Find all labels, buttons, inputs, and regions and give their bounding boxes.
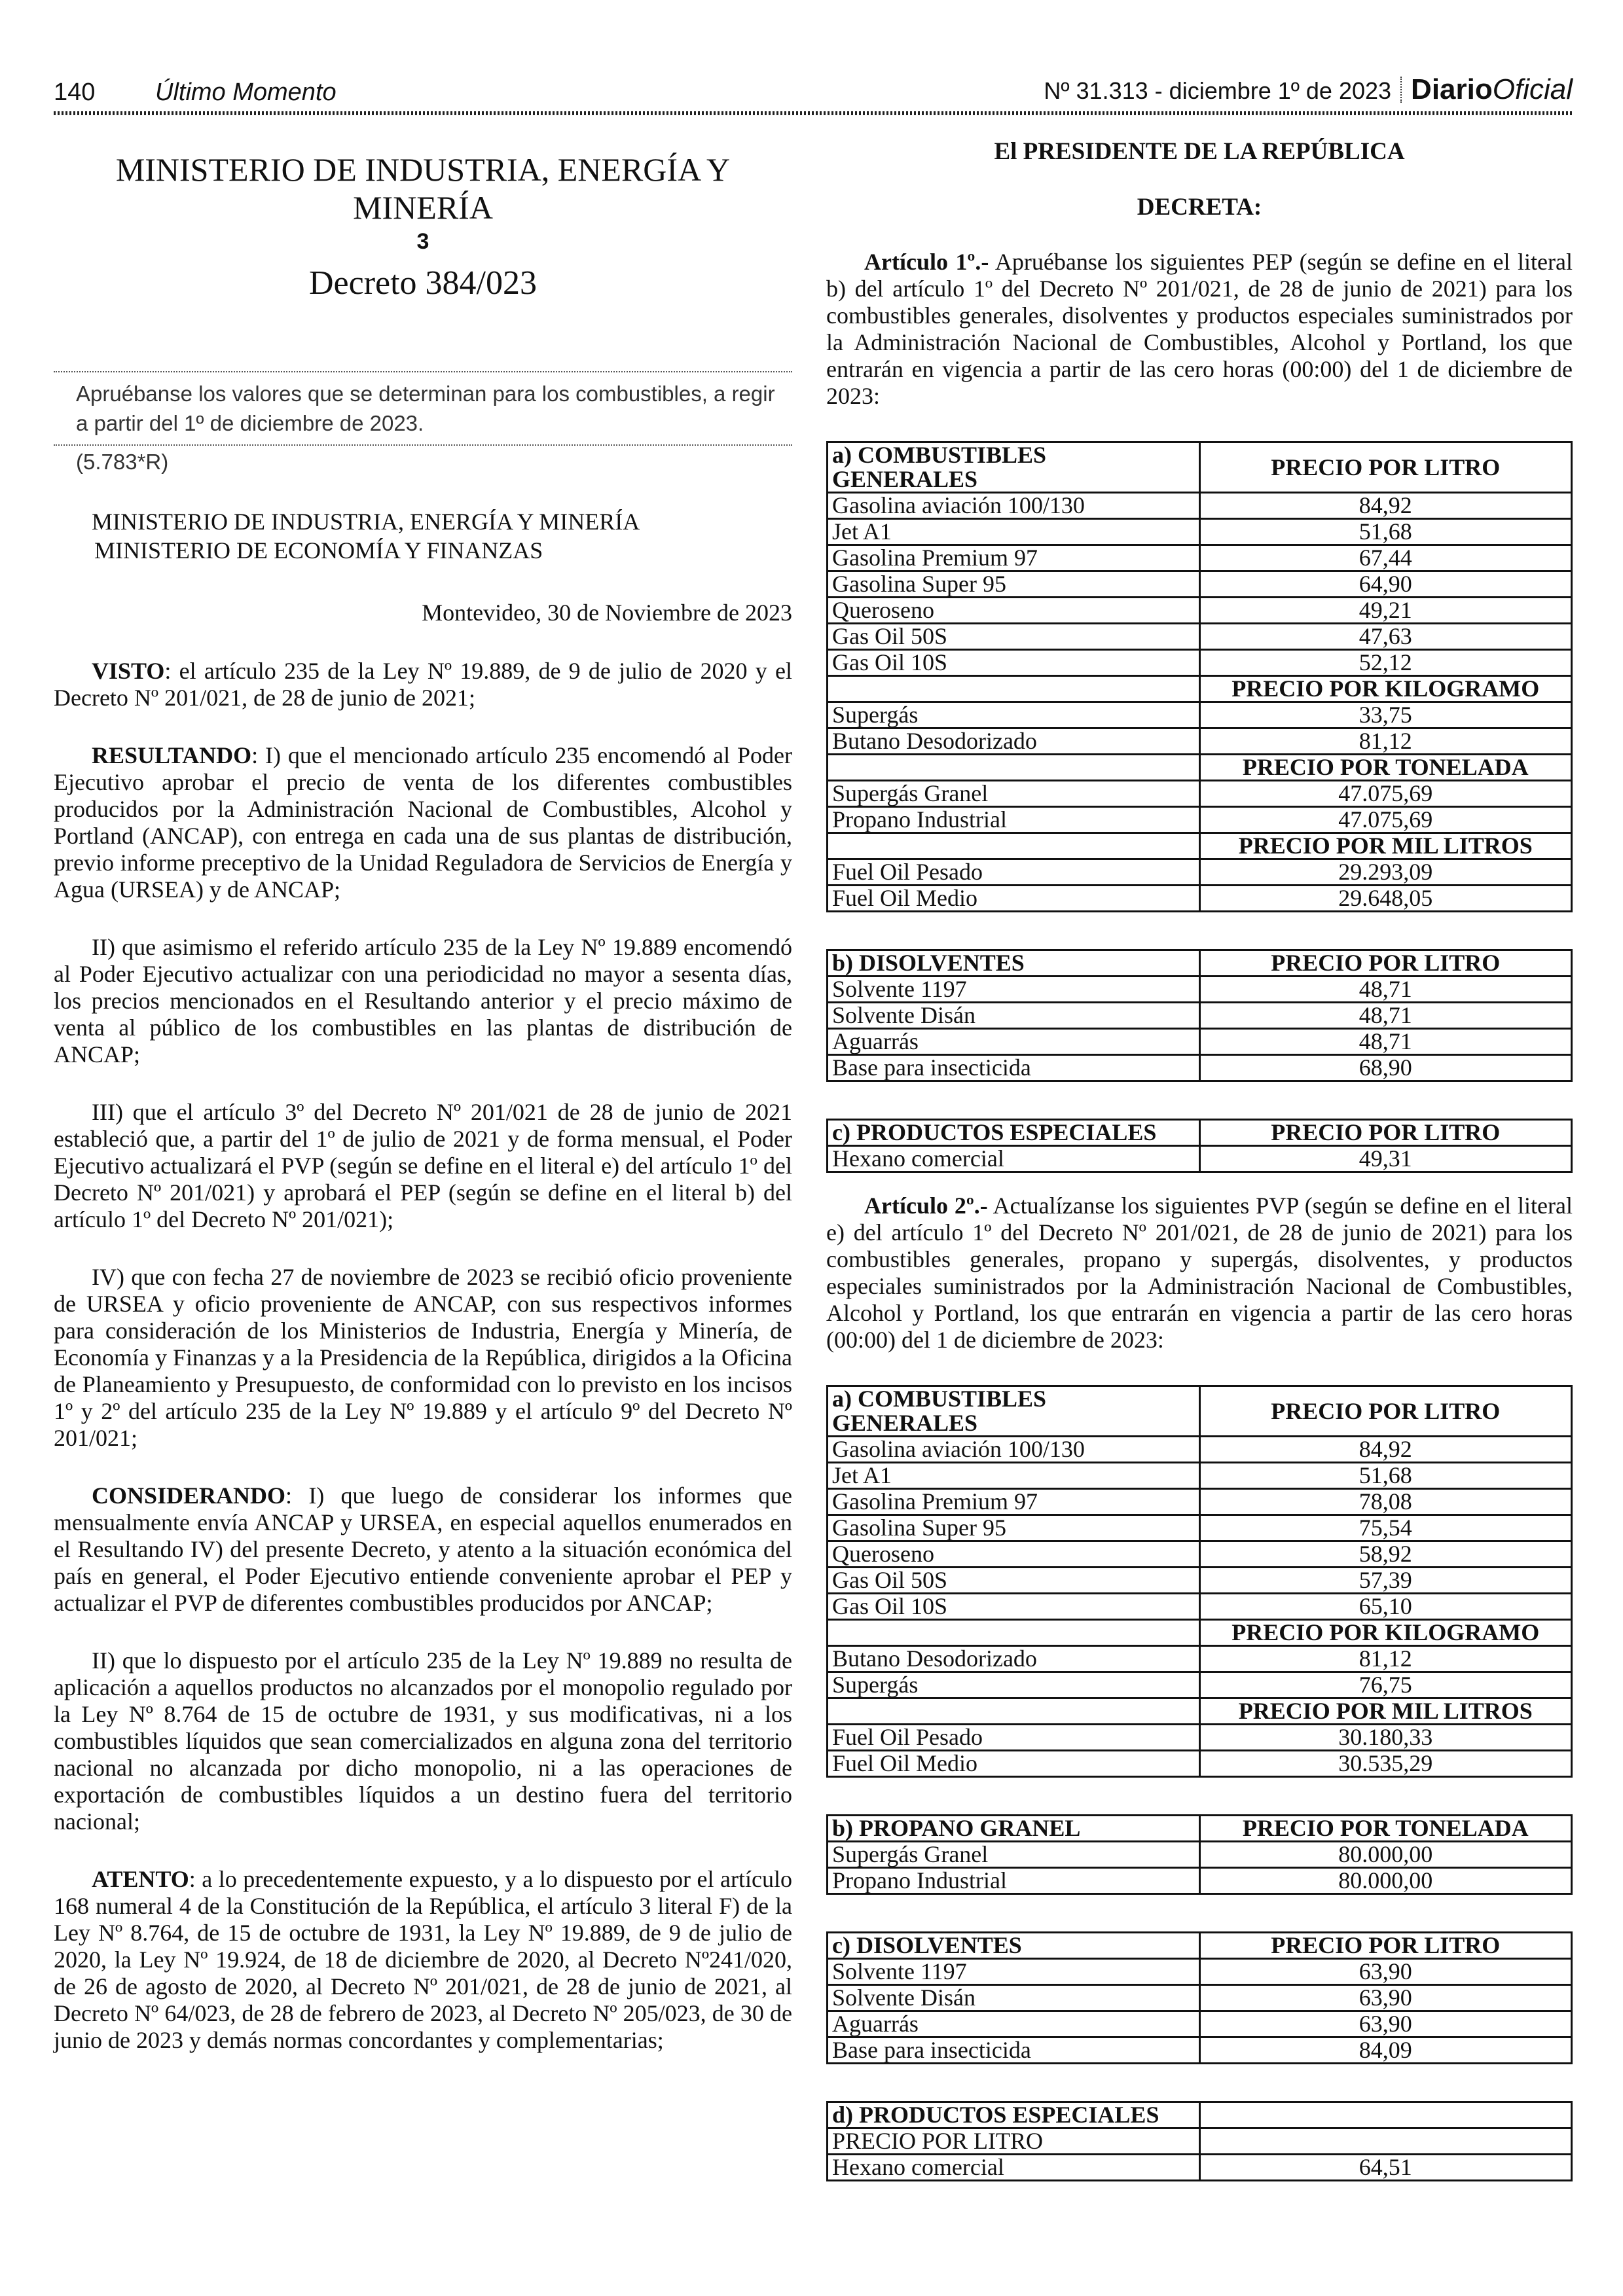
table-header-row <box>828 1386 1572 1437</box>
price-value: 78,08 <box>1199 1489 1572 1515</box>
decree-title: Decreto 384/023 <box>308 264 537 302</box>
recital-text: : I) que el mencionado artículo 235 encomendó al Poder Ejecutivo aprobar el precio de venta de los diferentes combustibles producidos por la Administración Nacional de Combustibles, Alcohol y Portland (ANCAP), con entrega en cada una de sus plantas de distribución, previo informe preceptivo de la Unidad Reguladora de Servicios de Energía y Agua (URSEA) y de ANCAP; <box>54 742 792 903</box>
article-1-text: Apruébanse los siguientes PEP (según se define en el literal b) del artículo 1º del Decreto Nº 201/021, de 28 de junio de 2021) para los combustibles generales, disolventes y productos especiales suministrados por la Administración Nacional de Combustibles, Alcohol y Portland, los que entrarán en vigencia a partir de las cero horas (00:00) del 1 de diciembre de 2023: <box>826 249 1573 409</box>
table-row <box>828 1959 1572 1985</box>
president-heading: El PRESIDENTE DE LA REPÚBLICA <box>994 138 1405 165</box>
table-row <box>828 571 1572 598</box>
price-value: 84,09 <box>1199 2037 1572 2064</box>
product-name: Gasolina Premium 97 <box>828 545 1200 571</box>
product-name: Supergás Granel <box>828 1842 1200 1868</box>
price-value: 81,12 <box>1199 728 1572 755</box>
issue-info <box>1044 73 1573 106</box>
left-column <box>54 151 792 2054</box>
table-row <box>828 1055 1572 1081</box>
recital-paragraph <box>54 658 792 711</box>
table-row <box>828 807 1572 833</box>
price-unit-header: PRECIO POR KILOGRAMO <box>1199 676 1572 702</box>
category-label <box>828 833 1200 859</box>
price-value: 48,71 <box>1199 1003 1572 1029</box>
article-1-price-tables <box>826 441 1573 1173</box>
table-row <box>828 702 1572 728</box>
price-value: 63,90 <box>1199 2011 1572 2037</box>
product-name: PRECIO POR LITRO <box>828 2128 1200 2155</box>
recital-text: : I) que luego de considerar los informes que mensualmente envía ANCAP y URSEA, en especial aquellos enumerados en el Resultando IV) del presente Decreto, y atento a la situación económica del país en general, el Poder Ejecutivo entiende conveniente aprobar el PEP y actualizar el PVP de diferentes combustibles producidos por ANCAP; <box>54 1482 792 1616</box>
price-value: 33,75 <box>1199 702 1572 728</box>
price-value: 58,92 <box>1199 1541 1572 1568</box>
price-unit-header: PRECIO POR LITRO <box>1199 1386 1572 1437</box>
price-table <box>826 1814 1573 1895</box>
table-row <box>828 545 1572 571</box>
price-value: 64,51 <box>1199 2155 1572 2181</box>
category-label: a) COMBUSTIBLES GENERALES <box>828 442 1200 493</box>
price-unit-header: PRECIO POR MIL LITROS <box>1199 833 1572 859</box>
recital-paragraph <box>54 1264 792 1452</box>
price-value <box>1199 2128 1572 2155</box>
table-row <box>828 859 1572 886</box>
price-unit-header: PRECIO POR LITRO <box>1199 950 1572 977</box>
recital-paragraph <box>54 1099 792 1233</box>
price-value: 48,71 <box>1199 977 1572 1003</box>
price-unit-header: PRECIO POR LITRO <box>1199 442 1572 493</box>
recital-text: III) que el artículo 3º del Decreto Nº 201/021 de 28 de junio de 2021 estableció que, a partir del 1º de julio de 2021 y de forma mensual, el Poder Ejecutivo actualizará el PVP (según se define en el literal e) del artículo 1º del Decreto Nº 201/021) y aprobará el PEP (según se define en el literal b) del artículo 1º del Decreto Nº 201/021); <box>54 1099 792 1232</box>
issue-number-date: Nº 31.313 - diciembre 1º de 2023 <box>1044 77 1392 104</box>
product-name: Solvente Disán <box>828 1985 1200 2011</box>
signing-ministries <box>54 507 792 565</box>
price-value: 30.535,29 <box>1199 1751 1572 1777</box>
table-row <box>828 1646 1572 1672</box>
price-unit-header <box>1199 2102 1572 2128</box>
table-row <box>828 1568 1572 1594</box>
category-label: a) COMBUSTIBLES GENERALES <box>828 1386 1200 1437</box>
product-name: Aguarrás <box>828 2011 1200 2037</box>
table-row <box>828 886 1572 912</box>
ministry-title: MINISTERIO DE INDUSTRIA, ENERGÍA Y MINERÍA <box>115 151 731 226</box>
table-row <box>828 1868 1572 1894</box>
product-name: Queroseno <box>828 598 1200 624</box>
product-name: Gas Oil 50S <box>828 624 1200 650</box>
table-row <box>828 1489 1572 1515</box>
product-name: Solvente Disán <box>828 1003 1200 1029</box>
page-number: 140 <box>54 79 96 106</box>
product-name: Jet A1 <box>828 519 1200 545</box>
brand-italic: Oficial <box>1492 73 1573 105</box>
table-header-row <box>828 950 1572 977</box>
article-1 <box>826 249 1573 410</box>
product-name: Solvente 1197 <box>828 977 1200 1003</box>
article-2 <box>826 1193 1573 1354</box>
ministry-line: MINISTERIO DE ECONOMÍA Y FINANZAS <box>94 537 543 564</box>
price-table <box>826 441 1573 912</box>
price-value: 67,44 <box>1199 545 1572 571</box>
table-header-row <box>828 676 1572 702</box>
price-table <box>826 1119 1573 1173</box>
recital-paragraph <box>54 742 792 903</box>
ministry-number: 3 <box>416 229 429 254</box>
price-value: 52,12 <box>1199 650 1572 676</box>
recital-paragraph <box>54 1866 792 2054</box>
price-value: 48,71 <box>1199 1029 1572 1055</box>
category-label <box>828 676 1200 702</box>
table-row <box>828 1594 1572 1620</box>
table-row <box>828 2155 1572 2181</box>
product-name: Gas Oil 10S <box>828 1594 1200 1620</box>
price-value: 47.075,69 <box>1199 781 1572 807</box>
product-name: Propano Industrial <box>828 1868 1200 1894</box>
product-name: Fuel Oil Medio <box>828 886 1200 912</box>
table-header-row <box>828 1816 1572 1842</box>
product-name: Propano Industrial <box>828 807 1200 833</box>
table-header-row <box>828 442 1572 493</box>
price-value: 29.648,05 <box>1199 886 1572 912</box>
product-name: Gas Oil 10S <box>828 650 1200 676</box>
recital-text: IV) que con fecha 27 de noviembre de 2023 se recibió oficio proveniente de URSEA y oficio proveniente de ANCAP, con sus respectivos informes para consideración de los Ministerios de Industria, Energía y Minería, de Economía y Finanzas y a la Presidencia de la República, dirigidos a la Oficina de Planeamiento y Presupuesto, de conformidad con lo previsto en los incisos 1º y 2º del artículo 235 de la Ley Nº 19.889 y el artículo 9º del Decreto Nº 201/021; <box>54 1264 792 1451</box>
price-value: 49,31 <box>1199 1146 1572 1172</box>
table-row <box>828 598 1572 624</box>
price-value: 76,75 <box>1199 1672 1572 1698</box>
recital-lead: VISTO <box>92 658 165 684</box>
product-name: Gasolina Super 95 <box>828 571 1200 598</box>
table-row <box>828 1437 1572 1463</box>
product-name: Hexano comercial <box>828 1146 1200 1172</box>
ministry-line: MINISTERIO DE INDUSTRIA, ENERGÍA Y MINERÍA <box>92 509 640 535</box>
table-row <box>828 1146 1572 1172</box>
price-unit-header: PRECIO POR MIL LITROS <box>1199 1698 1572 1725</box>
recital-text: : a lo precedentemente expuesto, y a lo dispuesto por el artículo 168 numeral 4 de la Constitución de la República, el artículo 3 literal F) de la Ley Nº 8.764, de 15 de octubre de 1931, la Ley Nº 19.889, de 9 de julio de 2020, la Ley Nº 19.924, de 18 de diciembre de 2020, al Decreto Nº241/020, de 26 de agosto de 2020, al Decreto Nº 201/021, de 28 de junio de 2021, al Decreto Nº 64/023, de 28 de febrero de 2023, al Decreto Nº 205/023, de 30 de junio de 2023 y demás normas concordantes y complementarias; <box>54 1866 792 2053</box>
recital-text: II) que asimismo el referido artículo 235 de la Ley Nº 19.889 encomendó al Poder Ejecutivo actualizar con una periodicidad no mayor a sesenta días, los precios mencionados en el Resultando anterior y el precio máximo de venta al público de los combustibles en las plantas de distribución de ANCAP; <box>54 934 792 1067</box>
price-value: 64,90 <box>1199 571 1572 598</box>
product-name: Supergás <box>828 702 1200 728</box>
recital-paragraph <box>54 934 792 1068</box>
category-label: c) DISOLVENTES <box>828 1933 1200 1959</box>
product-name: Queroseno <box>828 1541 1200 1568</box>
table-header-row <box>828 1933 1572 1959</box>
price-value: 68,90 <box>1199 1055 1572 1081</box>
table-row <box>828 728 1572 755</box>
price-table <box>826 1385 1573 1778</box>
category-label <box>828 755 1200 781</box>
price-value: 84,92 <box>1199 1437 1572 1463</box>
price-value: 80.000,00 <box>1199 1868 1572 1894</box>
table-row <box>828 519 1572 545</box>
product-name: Gas Oil 50S <box>828 1568 1200 1594</box>
category-label <box>828 1620 1200 1646</box>
price-value: 63,90 <box>1199 1985 1572 2011</box>
section-name: Último Momento <box>155 79 337 106</box>
brand-logo <box>1411 73 1573 106</box>
price-unit-header: PRECIO POR LITRO <box>1199 1933 1572 1959</box>
recital-text: : el artículo 235 de la Ley Nº 19.889, de 9 de julio de 2020 y el Decreto Nº 201/021, de 28 de junio de 2021; <box>54 658 792 711</box>
table-row <box>828 2011 1572 2037</box>
product-name: Fuel Oil Pesado <box>828 859 1200 886</box>
table-row <box>828 2128 1572 2155</box>
brand-bold: Diario <box>1411 73 1493 105</box>
table-row <box>828 1463 1572 1489</box>
header-rule <box>54 111 1573 115</box>
table-row <box>828 1672 1572 1698</box>
product-name: Aguarrás <box>828 1029 1200 1055</box>
table-row <box>828 1541 1572 1568</box>
product-name: Gasolina aviación 100/130 <box>828 1437 1200 1463</box>
price-value: 57,39 <box>1199 1568 1572 1594</box>
product-name: Gasolina Super 95 <box>828 1515 1200 1541</box>
recital-text: II) que lo dispuesto por el artículo 235 de la Ley Nº 19.889 no resulta de aplicación a aquellos productos no alcanzados por el monopolio regulado por la Ley Nº 8.764 de 15 de octubre de 1931, y sus modificativas, ni a los combustibles líquidos que sean comercializados en alguna zona del territorio nacional no alcanzada por dicho monopolio, ni a las operaciones de exportación de combustibles líquidos a un destino fuera del territorio nacional; <box>54 1647 792 1835</box>
article-1-lead: Artículo 1º.- <box>864 249 989 275</box>
category-label: b) DISOLVENTES <box>828 950 1200 977</box>
table-row <box>828 1725 1572 1751</box>
recital-lead: CONSIDERANDO <box>92 1482 286 1509</box>
header-divider <box>1400 77 1402 103</box>
price-value: 84,92 <box>1199 493 1572 519</box>
price-value: 51,68 <box>1199 519 1572 545</box>
price-unit-header: PRECIO POR LITRO <box>1199 1120 1572 1146</box>
product-name: Jet A1 <box>828 1463 1200 1489</box>
price-value: 63,90 <box>1199 1959 1572 1985</box>
price-value: 30.180,33 <box>1199 1725 1572 1751</box>
product-name: Gasolina Premium 97 <box>828 1489 1200 1515</box>
product-name: Hexano comercial <box>828 2155 1200 2181</box>
product-name: Supergás <box>828 1672 1200 1698</box>
price-unit-header: PRECIO POR TONELADA <box>1199 1816 1572 1842</box>
recital-lead: RESULTANDO <box>92 742 252 768</box>
table-row <box>828 624 1572 650</box>
table-row <box>828 2037 1572 2064</box>
price-value: 75,54 <box>1199 1515 1572 1541</box>
price-value: 81,12 <box>1199 1646 1572 1672</box>
price-value: 51,68 <box>1199 1463 1572 1489</box>
table-row <box>828 1515 1572 1541</box>
article-2-lead: Artículo 2º.- <box>864 1193 988 1219</box>
price-table <box>826 949 1573 1082</box>
decree-summary: Apruébanse los valores que se determinan para los combustibles, a regir a partir del 1º de diciembre de 2023. <box>54 371 792 446</box>
product-name: Fuel Oil Pesado <box>828 1725 1200 1751</box>
decreta-heading: DECRETA: <box>1137 194 1262 221</box>
category-label: b) PROPANO GRANEL <box>828 1816 1200 1842</box>
category-label <box>828 1698 1200 1725</box>
price-value: 47,63 <box>1199 624 1572 650</box>
price-unit-header: PRECIO POR KILOGRAMO <box>1199 1620 1572 1646</box>
recital-paragraph <box>54 1647 792 1835</box>
table-header-row <box>828 1120 1572 1146</box>
table-row <box>828 1751 1572 1777</box>
product-name: Supergás Granel <box>828 781 1200 807</box>
article-2-text: Actualízanse los siguientes PVP (según se define en el literal e) del artículo 1º del Decreto Nº 201/021, de 28 de junio de 2021) para los combustibles generales, propano y supergás, disolventes, y productos especiales suministrados por la Administración Nacional de Combustibles, Alcohol y Portland, los que entrarán en vigencia a partir de las cero horas (00:00) del 1 de diciembre de 2023: <box>826 1193 1573 1353</box>
price-value: 29.293,09 <box>1199 859 1572 886</box>
product-name: Base para insecticida <box>828 2037 1200 2064</box>
place-date: Montevideo, 30 de Noviembre de 2023 <box>422 600 792 626</box>
table-header-row <box>828 833 1572 859</box>
table-row <box>828 1985 1572 2011</box>
price-value: 65,10 <box>1199 1594 1572 1620</box>
table-row <box>828 1029 1572 1055</box>
table-row <box>828 1842 1572 1868</box>
product-name: Fuel Oil Medio <box>828 1751 1200 1777</box>
reference-code: (5.783*R) <box>76 450 169 474</box>
table-header-row <box>828 755 1572 781</box>
product-name: Base para insecticida <box>828 1055 1200 1081</box>
price-value: 47.075,69 <box>1199 807 1572 833</box>
recital-paragraph <box>54 1482 792 1617</box>
price-unit-header: PRECIO POR TONELADA <box>1199 755 1572 781</box>
price-value: 49,21 <box>1199 598 1572 624</box>
recital-lead: ATENTO <box>92 1866 189 1892</box>
table-row <box>828 1003 1572 1029</box>
table-row <box>828 781 1572 807</box>
price-value: 80.000,00 <box>1199 1842 1572 1868</box>
right-column <box>826 137 1573 2181</box>
category-label: c) PRODUCTOS ESPECIALES <box>828 1120 1200 1146</box>
product-name: Solvente 1197 <box>828 1959 1200 1985</box>
table-row <box>828 493 1572 519</box>
price-table <box>826 2101 1573 2181</box>
table-row <box>828 977 1572 1003</box>
recitals <box>54 658 792 2054</box>
article-2-price-tables <box>826 1385 1573 2181</box>
product-name: Butano Desodorizado <box>828 1646 1200 1672</box>
category-label: d) PRODUCTOS ESPECIALES <box>828 2102 1200 2128</box>
table-header-row <box>828 2102 1572 2128</box>
product-name: Butano Desodorizado <box>828 728 1200 755</box>
table-row <box>828 650 1572 676</box>
price-table <box>826 1931 1573 2064</box>
table-header-row <box>828 1620 1572 1646</box>
product-name: Gasolina aviación 100/130 <box>828 493 1200 519</box>
table-header-row <box>828 1698 1572 1725</box>
page-header <box>54 73 1573 113</box>
